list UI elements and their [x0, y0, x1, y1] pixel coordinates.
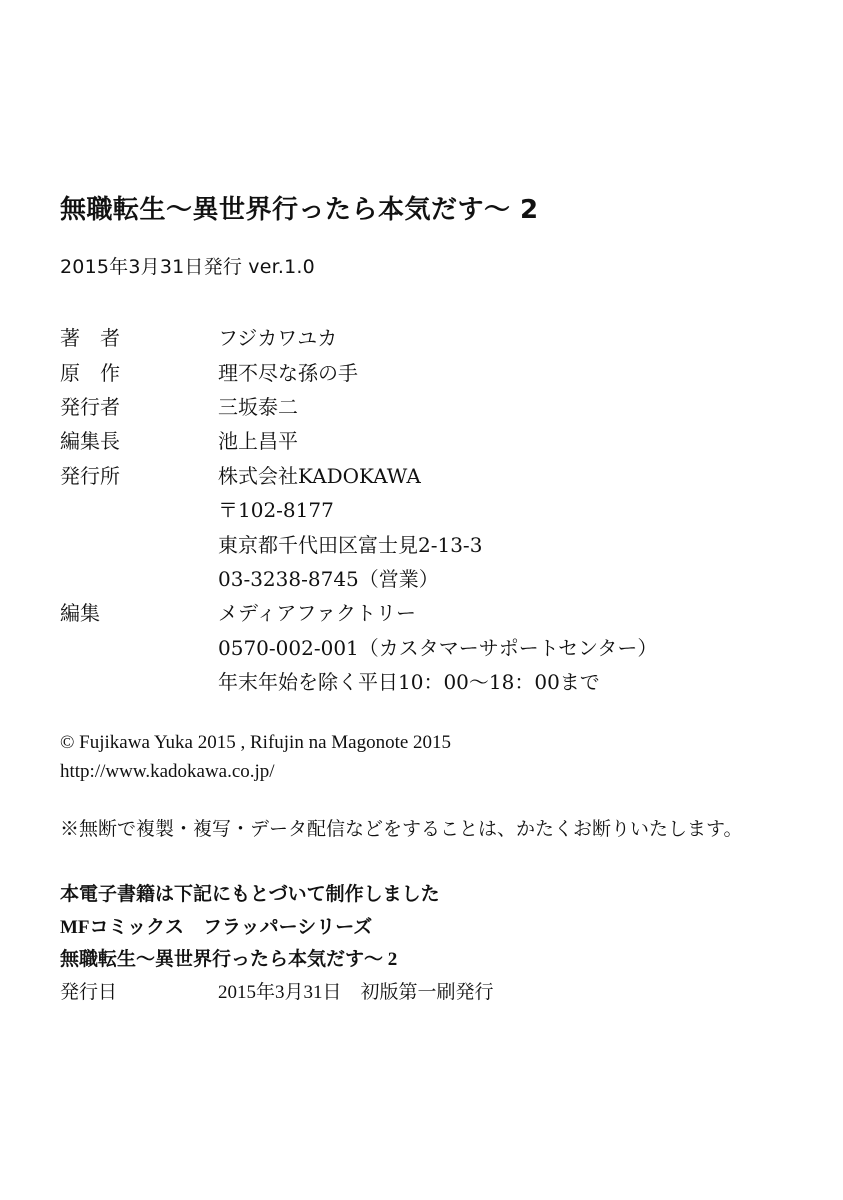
colophon-label: 著 者: [60, 326, 120, 351]
table-row: [60, 493, 657, 527]
reproduction-notice: ※無断で複製・複写・データ配信などをすることは、かたくお断りいたします。: [60, 819, 743, 841]
colophon-table: [60, 321, 657, 699]
colophon-value: フジカワユカ: [218, 326, 338, 351]
publisher-url: http://www.kadokawa.co.jp/: [60, 760, 275, 782]
source-note: [60, 879, 800, 1010]
colophon-value: 東京都千代田区富士見2-13-3: [218, 532, 483, 557]
colophon-value: 〒102-8177: [218, 498, 334, 523]
page-title: 無職転生〜異世界行ったら本気だす〜 2: [60, 195, 539, 225]
colophon-label-empty: [60, 631, 218, 665]
table-row: [60, 390, 657, 424]
colophon-value: 0570-002-001（カスタマーサポートセンター）: [218, 635, 658, 660]
table-row: [60, 321, 657, 355]
colophon-label-empty: [60, 562, 218, 596]
table-row: [60, 356, 657, 390]
table-row: [60, 631, 657, 665]
colophon-value: 株式会社KADOKAWA: [218, 463, 421, 488]
colophon-value: メディアファクトリー: [218, 601, 416, 626]
source-series: MFコミックス フラッパーシリーズ: [60, 916, 373, 938]
table-row: [60, 459, 657, 493]
colophon-label: 編集: [60, 601, 100, 626]
colophon-value: 年末年始を除く平日10：00〜18：00まで: [218, 670, 600, 695]
colophon-value: 03-3238-8745（営業）: [218, 566, 439, 591]
copyright-block: [60, 729, 800, 786]
table-row: [60, 424, 657, 458]
table-row: [60, 528, 657, 562]
colophon-label-empty: [60, 665, 218, 699]
colophon-value: 池上昌平: [218, 429, 298, 454]
table-row: [60, 596, 657, 630]
copyright-line: © Fujikawa Yuka 2015 , Rifujin na Magonote 2015: [60, 732, 452, 754]
colophon-label: 発行者: [60, 394, 120, 419]
colophon-label-empty: [60, 493, 218, 527]
source-date-label: 発行日: [60, 982, 118, 1003]
source-intro: 本電子書籍は下記にもとづいて制作しました: [60, 883, 440, 905]
publication-date: 2015年3月31日発行 ver.1.0: [60, 256, 315, 279]
colophon-label: 編集長: [60, 429, 120, 454]
source-date-value: 2015年3月31日 初版第一刷発行: [218, 982, 494, 1003]
table-row: [60, 665, 657, 699]
source-date-row: [60, 977, 800, 1010]
colophon-label-empty: [60, 528, 218, 562]
colophon-label: 発行所: [60, 463, 120, 488]
colophon-label: 原 作: [60, 360, 120, 385]
colophon-content: [60, 195, 800, 1010]
colophon-value: 理不尽な孫の手: [218, 360, 358, 385]
colophon-value: 三坂泰二: [218, 394, 298, 419]
table-row: [60, 562, 657, 596]
source-title: 無職転生〜異世界行ったら本気だす〜 2: [60, 949, 398, 971]
